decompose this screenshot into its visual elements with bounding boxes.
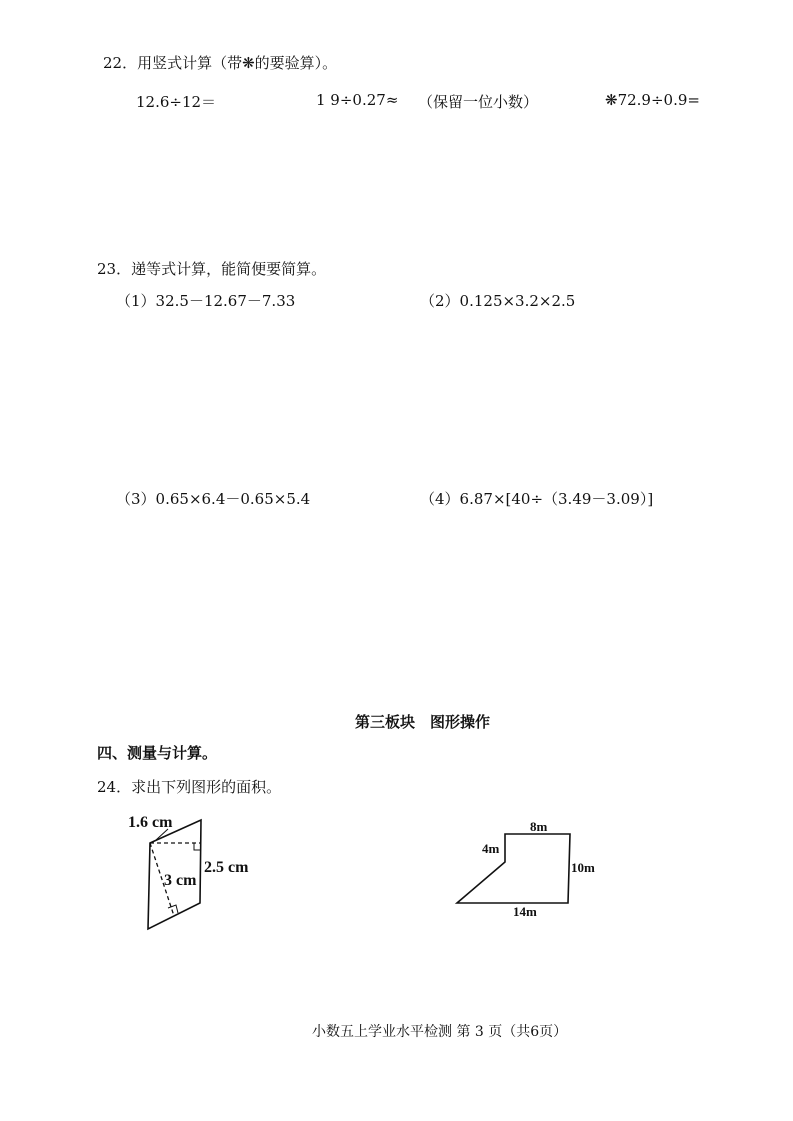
composite-figure xyxy=(440,812,610,924)
q22-item-1: 12.6÷12＝ xyxy=(136,93,217,111)
composite-top-label: 8m xyxy=(530,819,548,834)
q23-item-1: （1）32.5－12.67－7.33 xyxy=(116,292,296,310)
section-title: 第三板块 图形操作 xyxy=(355,713,491,731)
q23-item-3: （3）0.65×6.4－0.65×5.4 xyxy=(116,490,311,508)
q22-item-2-note: （保留一位小数） xyxy=(418,93,539,111)
q22-item-3: ❋72.9÷0.9= xyxy=(605,91,700,109)
composite-right-label: 10m xyxy=(571,860,595,875)
page-footer: 小数五上学业水平检测 第 3 页（共6页） xyxy=(312,1024,568,1040)
parallelogram-side-label: 2.5 cm xyxy=(204,859,249,876)
composite-left-label: 4m xyxy=(482,841,500,856)
composite-bottom-label: 14m xyxy=(513,904,537,919)
q22-item-2: 1 9÷0.27≈ xyxy=(316,91,399,109)
q23-item-4: （4）6.87×[40÷（3.49－3.09）] xyxy=(420,490,654,508)
q22-title: 22．用竖式计算（带❋的要验算）。 xyxy=(103,54,338,72)
q23-item-2: （2）0.125×3.2×2.5 xyxy=(420,292,576,310)
part-title: 四、测量与计算。 xyxy=(97,744,218,762)
q24-title: 24．求出下列图形的面积。 xyxy=(97,778,282,796)
parallelogram-top-label: 1.6 cm xyxy=(128,814,173,831)
parallelogram-height-label: 3 cm xyxy=(164,872,197,889)
parallelogram-figure xyxy=(110,805,290,940)
q23-title: 23．递等式计算，能简便要简算。 xyxy=(97,260,327,278)
